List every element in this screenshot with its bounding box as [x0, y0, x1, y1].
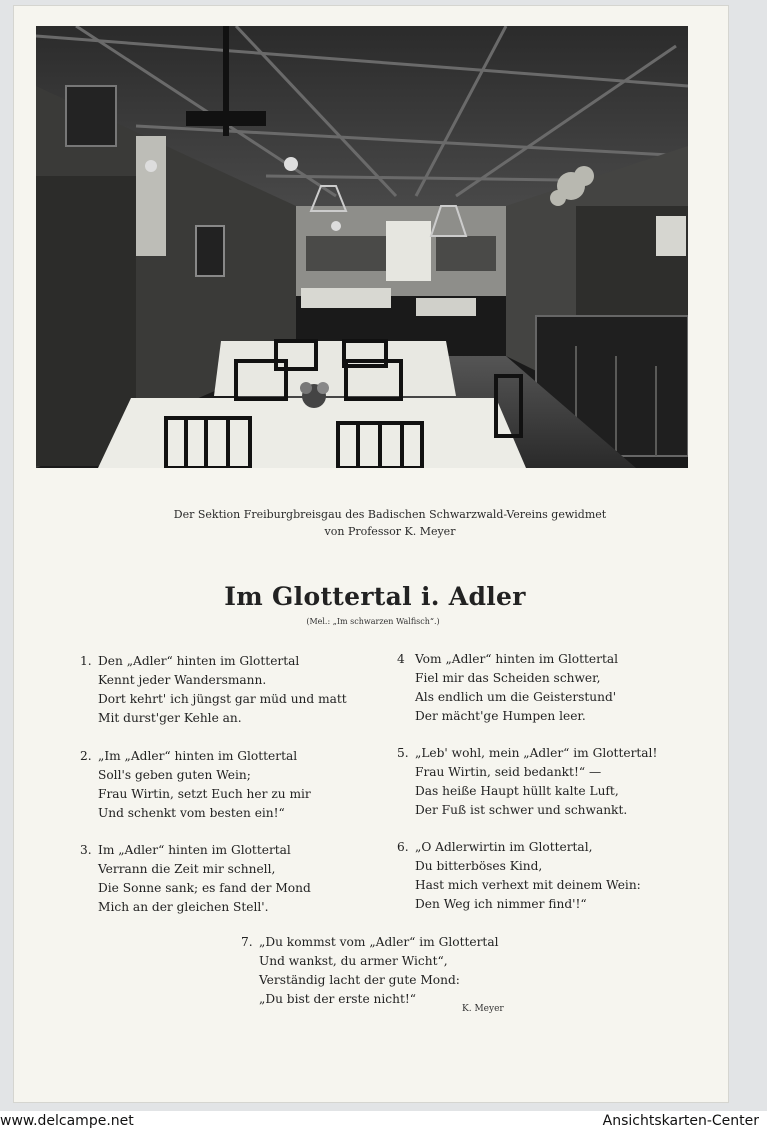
verse-line: Das heiße Haupt hüllt kalte Luft, — [415, 784, 619, 798]
verse-line: „Leb' wohl, mein „Adler“ im Glottertal! — [415, 746, 658, 760]
verse-line: Als endlich um die Geisterstund' — [415, 690, 617, 704]
verse-line: Frau Wirtin, setzt Euch her zu mir — [98, 787, 311, 801]
stanza-number: 4 — [397, 652, 405, 666]
verse-line: Im „Adler“ hinten im Glottertal — [98, 843, 291, 857]
verse-line: Mich an der gleichen Stell'. — [98, 900, 269, 914]
stanza-number: 2. — [80, 749, 92, 763]
stanza-number: 7. — [241, 935, 253, 949]
verse-line: Kennt jeder Wandersmann. — [98, 673, 267, 687]
verse-line: Verrann die Zeit mir schnell, — [98, 862, 276, 876]
verse-line: Der mächt'ge Humpen leer. — [415, 709, 586, 723]
verse-line: Vom „Adler“ hinten im Glottertal — [415, 652, 619, 666]
stanza-number: 3. — [80, 843, 92, 857]
verse-line: Du bitterböses Kind, — [415, 859, 543, 873]
verse-line: „Im „Adler“ hinten im Glottertal — [98, 749, 298, 763]
verse-line: Hast mich verhext mit deinem Wein: — [415, 878, 641, 892]
verse-line: Und wankst, du armer Wicht“, — [259, 954, 448, 968]
stanza-number: 1. — [80, 654, 92, 668]
verse-line: Den Weg ich nimmer find'!“ — [415, 897, 587, 911]
dedication-line-2: von Professor K. Meyer — [324, 525, 456, 538]
verse-line: Frau Wirtin, seid bedankt!“ — — [415, 765, 602, 779]
poem-title: Im Glottertal i. Adler — [224, 582, 526, 611]
author-signature: K. Meyer — [462, 1004, 504, 1014]
verse-line: Soll's geben guten Wein; — [98, 768, 251, 782]
verse-line: Dort kehrt' ich jüngst gar müd und matt — [98, 692, 347, 706]
melody-note: (Mel.: „Im schwarzen Walfisch“.) — [306, 617, 440, 626]
verse-line: „Du kommst vom „Adler“ im Glottertal — [259, 935, 499, 949]
stanza-number: 5. — [397, 746, 409, 760]
verse-line: „O Adlerwirtin im Glottertal, — [415, 840, 593, 854]
footer-bar — [0, 1111, 767, 1131]
footer-source-link[interactable]: www.delcampe.net — [0, 1113, 134, 1129]
dedication-line-1: Der Sektion Freiburgbreisgau des Badischen Schwarzwald-Vereins gewidmet — [173, 508, 607, 521]
verse-line: Und schenkt vom besten ein!“ — [98, 806, 285, 820]
verse-line: Die Sonne sank; es fand der Mond — [98, 881, 311, 895]
verse-line: Den „Adler“ hinten im Glottertal — [98, 654, 300, 668]
footer-seller-name: Ansichtskarten-Center — [602, 1113, 759, 1129]
verse-line: Der Fuß ist schwer und schwankt. — [415, 803, 628, 817]
verse-line: Verständig lacht der gute Mond: — [259, 973, 460, 987]
verse-line: Mit durst'ger Kehle an. — [98, 711, 242, 725]
restaurant-interior-photo — [36, 26, 688, 468]
verse-line: „Du bist der erste nicht!“ — [259, 992, 416, 1006]
stanza-number: 6. — [397, 840, 409, 854]
verse-line: Fiel mir das Scheiden schwer, — [415, 671, 601, 685]
